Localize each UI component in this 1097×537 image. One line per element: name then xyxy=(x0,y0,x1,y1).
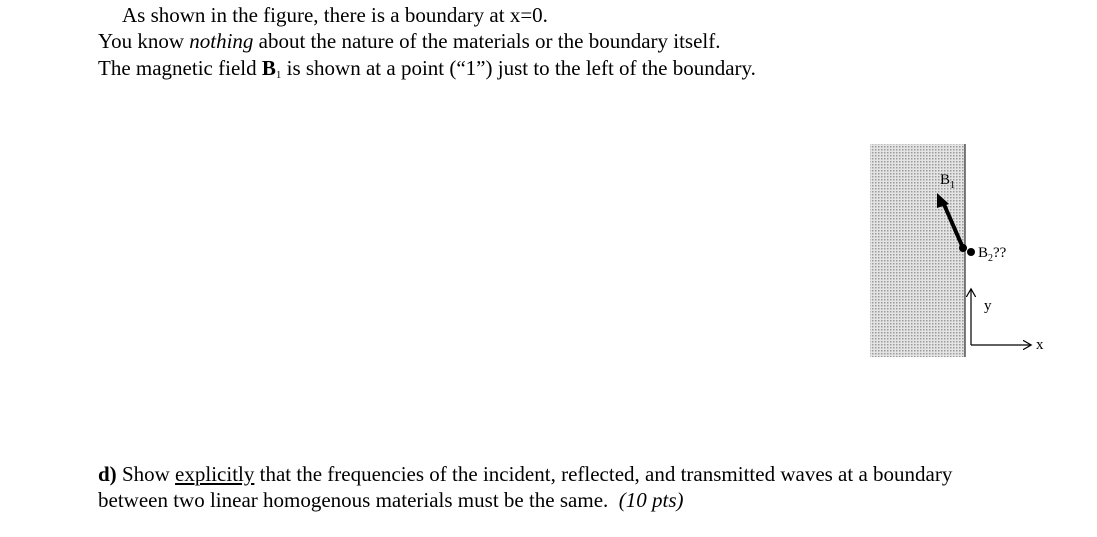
intro-line-2 xyxy=(98,29,721,53)
question-text-pre: Show xyxy=(116,462,176,486)
material-region xyxy=(870,144,965,357)
question-points: (10 pts) xyxy=(618,488,684,512)
intro-line-3 xyxy=(98,56,756,87)
intro-text-3-post: is shown at a point (“1”) just to the left of the boundary. xyxy=(281,56,756,80)
y-axis-label: y xyxy=(984,298,992,314)
question-text-post: that the frequencies of the incident, reflected, and transmitted waves at a boundary xyxy=(254,462,953,486)
intro-text-3-pre: The magnetic field xyxy=(98,56,262,80)
point-2-dot xyxy=(967,248,975,256)
intro-text-1: As shown in the figure, there is a boundary at x=0. xyxy=(122,3,548,27)
question-text-line2: between two linear homogenous materials must be the same. xyxy=(98,488,619,512)
question-line-1 xyxy=(98,462,952,486)
point-1-dot xyxy=(959,244,967,252)
boundary-figure xyxy=(860,140,1060,370)
intro-text-2-pre: You know xyxy=(98,29,190,53)
b2-label: $B_2$?? xyxy=(978,245,1007,264)
question-underlined-word: explicitly xyxy=(175,462,255,486)
intro-emphasis-nothing: nothing xyxy=(189,29,254,53)
question-line-2 xyxy=(98,488,684,512)
field-symbol-b: B xyxy=(261,56,276,80)
intro-text-2-post: about the nature of the materials or the boundary itself. xyxy=(253,29,721,53)
b1-label: $B_1$ xyxy=(940,172,956,191)
intro-line-1 xyxy=(122,3,548,27)
question-label: d) xyxy=(98,462,117,486)
x-axis-label: x xyxy=(1036,337,1044,353)
field-subscript: 1 xyxy=(275,69,282,81)
